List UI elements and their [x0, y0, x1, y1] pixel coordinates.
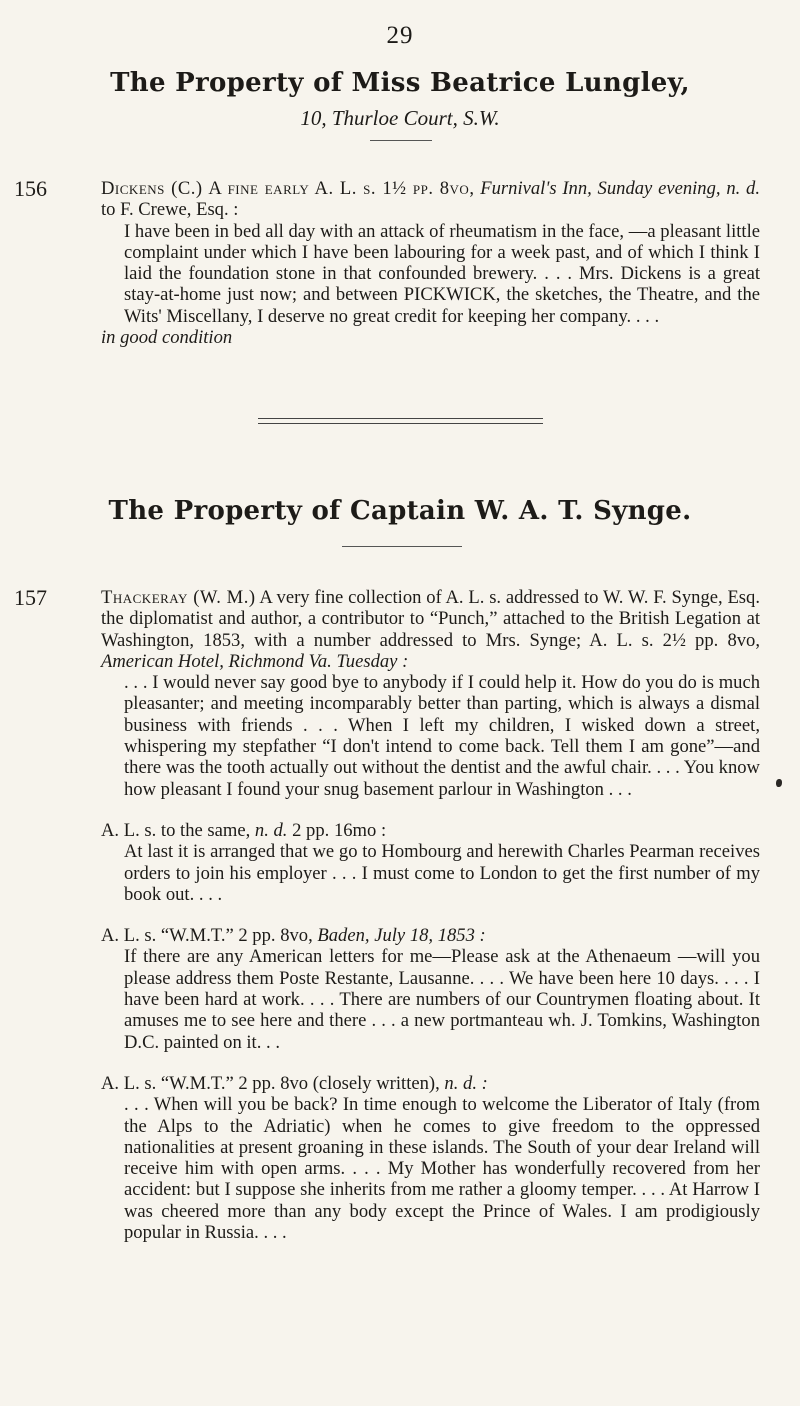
divider-rule	[342, 546, 462, 547]
letter-heading: A. L. s. “W.M.T.” 2 pp. 8vo (closely written),	[101, 1072, 440, 1094]
lot-156	[14, 178, 760, 348]
letter-entry	[101, 820, 760, 905]
lot-157	[14, 587, 760, 1243]
letter-heading: A. L. s. “W.M.T.” 2 pp. 8vo,	[101, 925, 313, 947]
lot-recipient: to F. Crewe, Esq. :	[101, 199, 239, 221]
lot-author: Dickens (C.)	[101, 178, 203, 199]
letter-date: n. d. :	[444, 1072, 488, 1094]
letter-quote: If there are any American letters for me—Please ask at the Athenaeum —will you please address them Poste Restante, Lausanne. . . . We have been here 10 days. . . . I have been hard at work. . . . There are numbers of our Countrymen floating about. It amuses me to see here and there . . . a new portmanteau wh. J. Tomkins, Washington D.C. painted on it. . .	[124, 946, 760, 1053]
double-divider-rule	[258, 418, 543, 424]
lot-number: 157	[14, 585, 47, 610]
page-number: 29	[386, 22, 414, 49]
letter-heading: A. L. s. to the same,	[101, 819, 251, 841]
section-heading-lungley	[0, 67, 800, 131]
lot-number: 156	[14, 176, 47, 201]
lot-place-date: American Hotel, Richmond Va. Tuesday :	[101, 650, 409, 672]
lot-quote: I have been in bed all day with an attack of rheumatism in the face, —a pleasant little complaint under which I have been labouring for a week past, and of which I think I laid the foundation stone in that confounded brewery. . . . Mrs. Dickens is a great stay-at-home just now; and between PICKWICK, the sketches, the Theatre, and the Wits' Miscellany, I deserve no great credit for keeping her company. . . .	[124, 220, 760, 327]
letter-quote: . . . When will you be back? In time enough to welcome the Liberator of Italy (from the Alps to the Adriatic) when he comes to give freedom to the oppressed nationalities at present groaning in these islands. The South of your dear Ireland will receive him with open arms. . . . My Mother has wonderfully recovered from her accident: but I suppose she inherits from me rather a gloomy temper. . . . At Harrow I was cheered more than any body except the Prince of Wales. I am prodigiously popular in Russia. . . .	[124, 1094, 760, 1244]
letter-quote: At last it is arranged that we go to Hombourg and herewith Charles Pearman receives orders to join his employer . . . I must come to London to get the first number of my book out. . . .	[124, 841, 760, 905]
divider-rule	[370, 140, 432, 141]
letter-pages: 2 pp. 16mo :	[292, 819, 387, 841]
ink-mark	[776, 779, 782, 787]
lot-condition: in good condition	[101, 327, 233, 349]
section-heading-synge	[0, 495, 800, 527]
letter-entry	[101, 925, 760, 1053]
letter-entry	[101, 1073, 760, 1243]
letter-date: n. d.	[254, 819, 288, 841]
lot-description: A very fine collection of A. L. s. addressed to W. W. F. Synge, Esq. the diplomatist and author, a contributor to “Punch,” attached to the British Legation at Washington, 1853, with a number addressed to Mrs. Synge; A. L. s. 2½ pp. 8vo,	[101, 587, 760, 651]
lot-description: A fine early A. L. s. 1½ pp. 8vo,	[208, 178, 475, 199]
lot-place-date: Furnival's Inn, Sunday evening, n. d.	[480, 178, 760, 199]
section-title: The Property of Captain W. A. T. Synge.	[108, 496, 692, 526]
section-address: 10, Thurloe Court, S.W.	[300, 106, 500, 130]
lot-author: Thackeray (W. M.)	[101, 587, 256, 608]
lot-quote: . . . I would never say good bye to anybody if I could help it. How do you do is much pleasanter; and meeting incomparably better than parting, which is always a dismal business with friends . . . When I left my children, I wisked down a street, whispering my stepfather “I don't intend to come back. Tell them I am gone”—and there was the tooth actually out without the dentist and the awful chair. . . . You know how pleasant I found your snug basement parlour in Washington . . .	[124, 672, 760, 800]
section-title: The Property of Miss Beatrice Lungley,	[110, 68, 690, 98]
letter-place-date: Baden, July 18, 1853 :	[317, 925, 486, 947]
